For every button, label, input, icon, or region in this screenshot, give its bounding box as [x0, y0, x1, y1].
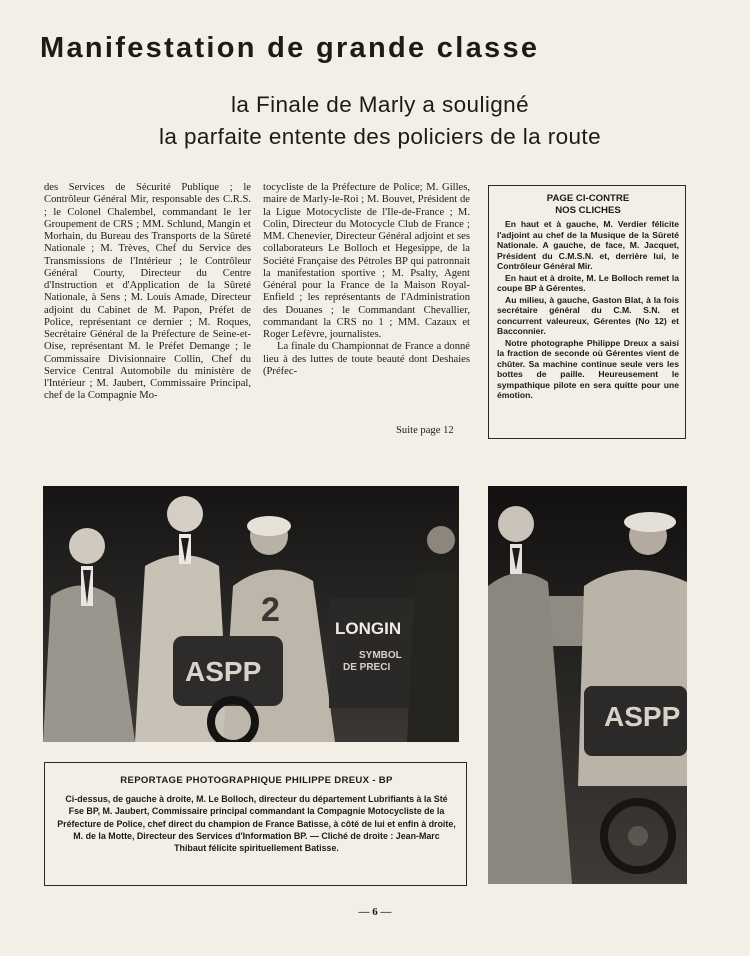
- caption-body: Ci-dessus, de gauche à droite, M. Le Bolloch, directeur du département Lubrifiants à la Sté Fse BP, M. Jaubert, Commissaire principal commandant la Compagnie Motocycliste de la Préfecture de Police, chef direct du champion de France Batisse, à côté de lui et enfin à droite, M. de la Motte, Directeur des Services d'Information BP. — Cliché de droite : Jean-Marc Thibaut félicite spirituellement Batisse.: [57, 794, 456, 854]
- photo-left-logo-line: DE PRECI: [343, 662, 391, 673]
- photo-left-number: 2: [261, 591, 280, 629]
- photo-right: [488, 486, 687, 884]
- article-paragraph: La finale du Championnat de France a donné lieu à des luttes de toute beauté dont Deshaies (Préfec-: [263, 341, 470, 377]
- sidebar-title-line: NOS CLICHES: [555, 205, 621, 216]
- sidebar-title-line: PAGE CI-CONTRE: [546, 193, 630, 204]
- photo-caption-box: [44, 762, 467, 886]
- sidebar-paragraph: Au milieu, à gauche, Gaston Blat, à la fois secrétaire général du C.M. S.N. et concurrent valeureux, Gérentes (No 12) et Bacconnier.: [497, 294, 679, 336]
- subheadline-line-1: la Finale de Marly a souligné: [230, 92, 529, 117]
- sidebar-title: [497, 193, 679, 217]
- photo-left: [43, 486, 459, 742]
- headline: Manifestation de grande classe: [40, 32, 540, 64]
- page-number: — 6 —: [358, 906, 392, 918]
- subheadline-line-2: la parfaite entente des policiers de la route: [158, 124, 602, 149]
- sidebar-paragraph: En haut et à gauche, M. Verdier félicite l'adjoint au chef de la Musique de la Sûreté Nationale. A gauche, de face, M. Jacquet, Président du C.M.S.N. et, derrière lui, le Contrôleur Général Mir.: [497, 219, 679, 271]
- photo-left-image: [43, 486, 459, 742]
- photo-right-image: [488, 486, 687, 884]
- article-paragraph: tocycliste de la Préfecture de Police; M. Gilles, maire de Marly-le-Roi ; M. Bouvet, Président de la Ligue Motocycliste de l'Ile-de-France ; M. Colin, Directeur du Motocycle Club de France ; MM. Chenevier, Directeur Général adjoint et ses collaborateurs Le Bolloch et Hegesippe, de la Société Française des Pétroles BP qui patronnait la manifestation sportive ; M. Psalty, Agent Général pour la France de la Maison Royal-Enfield ; les représentants de l'Administration des Douanes ; le Commandant Chevallier, commandant la CRS no 1 ; MM. Cazaux et Roger Lefèvre, journalistes.: [263, 182, 470, 340]
- sidebar-box: [488, 185, 686, 439]
- photo-right-plate: ASPP: [604, 701, 681, 732]
- sidebar-paragraph: En haut et à droite, M. Le Bolloch remet la coupe BP à Gérentes.: [497, 272, 679, 293]
- article-column-2: [263, 182, 470, 378]
- sidebar-paragraph: Notre photographe Philippe Dreux a saisi la fraction de seconde où Gérentes vient de chûter. Sa machine continue seule vers les bottes de paille. Heureusement le sympathique pilote en sera quitte pour une émotion.: [497, 337, 679, 400]
- article-paragraph: des Services de Sécurité Publique ; le Contrôleur Général Mir, responsable des C.R.S. ; le Colonel Chalembel, commandant le 1er Groupement de CRS ; MM. Schlund, Mangin et Morhain, du Bureau des Transports de la Sûreté Nationale ; M. Trèves, Chef du Service des Transmissions de l'Intérieur ; le Contrôleur Général Courty, Directeur du Centre d'Instruction et d'Application de la Sûreté Nationale, à Sens ; M. Louis Amade, Directeur adjoint du Cabinet de M. Papon, Préfet de Police, représentant ce dernier ; M. Roques, Secrétaire Général de la Préfecture de Seine-et-Oise, représentant M. le Préfet Demange ; le Commissaire Divisionnaire Collin, Chef du Service Central Automobile du ministère de l'Intérieur ; M. Jaubert, Commissaire Principal, chef de la Compagnie Mo-: [44, 182, 251, 402]
- caption-title: REPORTAGE PHOTOGRAPHIQUE PHILIPPE DREUX - BP: [120, 775, 393, 786]
- photo-left-logo-line: SYMBOL: [359, 650, 402, 661]
- article-column-1: [44, 182, 251, 403]
- continued-note: Suite page 12: [396, 425, 454, 436]
- photo-left-plate: ASPP: [185, 656, 262, 687]
- photo-left-logo: LONGIN: [335, 619, 402, 638]
